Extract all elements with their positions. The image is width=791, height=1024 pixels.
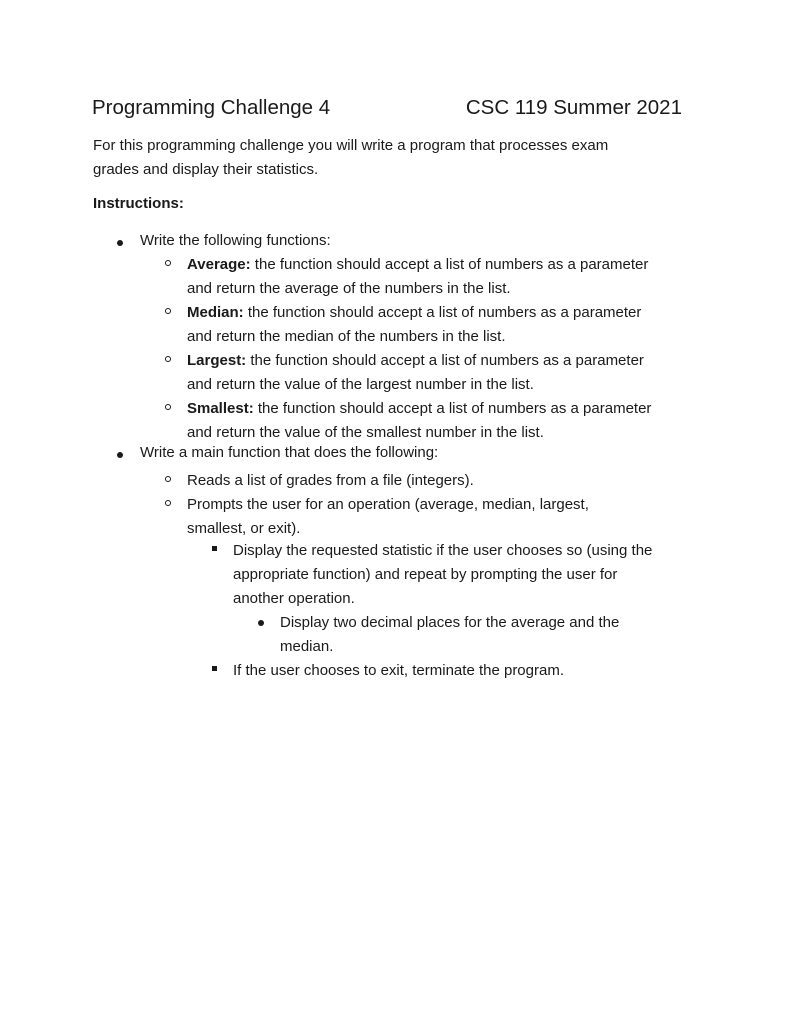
item-text: the function should accept a list of numbers as a parameter	[246, 352, 644, 369]
document-header	[92, 93, 682, 123]
item-text: the function should accept a list of numbers as a parameter	[250, 256, 649, 273]
item-text: and return the value of the largest number in the list.	[187, 376, 534, 393]
bullet-square-icon	[212, 666, 217, 671]
list-item-prompts	[187, 493, 727, 541]
list-item-average	[187, 253, 727, 301]
instructions-heading: Instructions:	[93, 195, 184, 212]
list-item-display-statistic	[233, 539, 733, 611]
bullet-circle-icon	[165, 476, 171, 482]
item-text: and return the value of the smallest number in the list.	[187, 424, 544, 441]
list-item-smallest	[187, 397, 727, 445]
item-text: and return the average of the numbers in the list.	[187, 280, 511, 297]
bullet-circle-icon	[165, 404, 171, 410]
term-median: Median:	[187, 304, 244, 321]
bullet-dot-icon	[258, 620, 264, 626]
list-item-exit: If the user chooses to exit, terminate the program.	[233, 662, 564, 679]
term-smallest: Smallest:	[187, 400, 254, 417]
term-largest: Largest:	[187, 352, 247, 369]
list-item-decimals	[280, 611, 740, 659]
item-text: and return the median of the numbers in the list.	[187, 328, 506, 345]
item-text: the function should accept a list of numbers as a parameter	[243, 304, 642, 321]
list-item-reads: Reads a list of grades from a file (integers).	[187, 472, 474, 489]
bullet-dot-icon	[117, 452, 123, 458]
list-item-largest	[187, 349, 727, 397]
item-text: appropriate function) and repeat by prompting the user for	[233, 566, 618, 583]
item-text: median.	[280, 638, 334, 655]
intro-paragraph	[93, 134, 693, 182]
item-text: another operation.	[233, 590, 355, 607]
intro-line: For this programming challenge you will write a program that processes exam	[93, 137, 609, 154]
item-text: Prompts the user for an operation (average, median, largest,	[187, 496, 589, 513]
item-text: Display two decimal places for the average and the	[280, 614, 620, 631]
assignment-title: Programming Challenge 4	[92, 96, 331, 119]
intro-line: grades and display their statistics.	[93, 161, 319, 178]
bullet-square-icon	[212, 546, 217, 551]
course-label: CSC 119 Summer 2021	[465, 96, 682, 119]
list-item-median	[187, 301, 727, 349]
bullet-circle-icon	[165, 308, 171, 314]
bullet-circle-icon	[165, 500, 171, 506]
list-item-main-function: Write a main function that does the following:	[140, 444, 439, 461]
bullet-circle-icon	[165, 260, 171, 266]
bullet-circle-icon	[165, 356, 171, 362]
list-item-functions: Write the following functions:	[140, 232, 331, 249]
term-average: Average:	[187, 256, 251, 273]
item-text: smallest, or exit).	[187, 520, 301, 537]
item-text: the function should accept a list of numbers as a parameter	[253, 400, 652, 417]
item-text: Display the requested statistic if the user chooses so (using the	[233, 542, 653, 559]
bullet-dot-icon	[117, 240, 123, 246]
